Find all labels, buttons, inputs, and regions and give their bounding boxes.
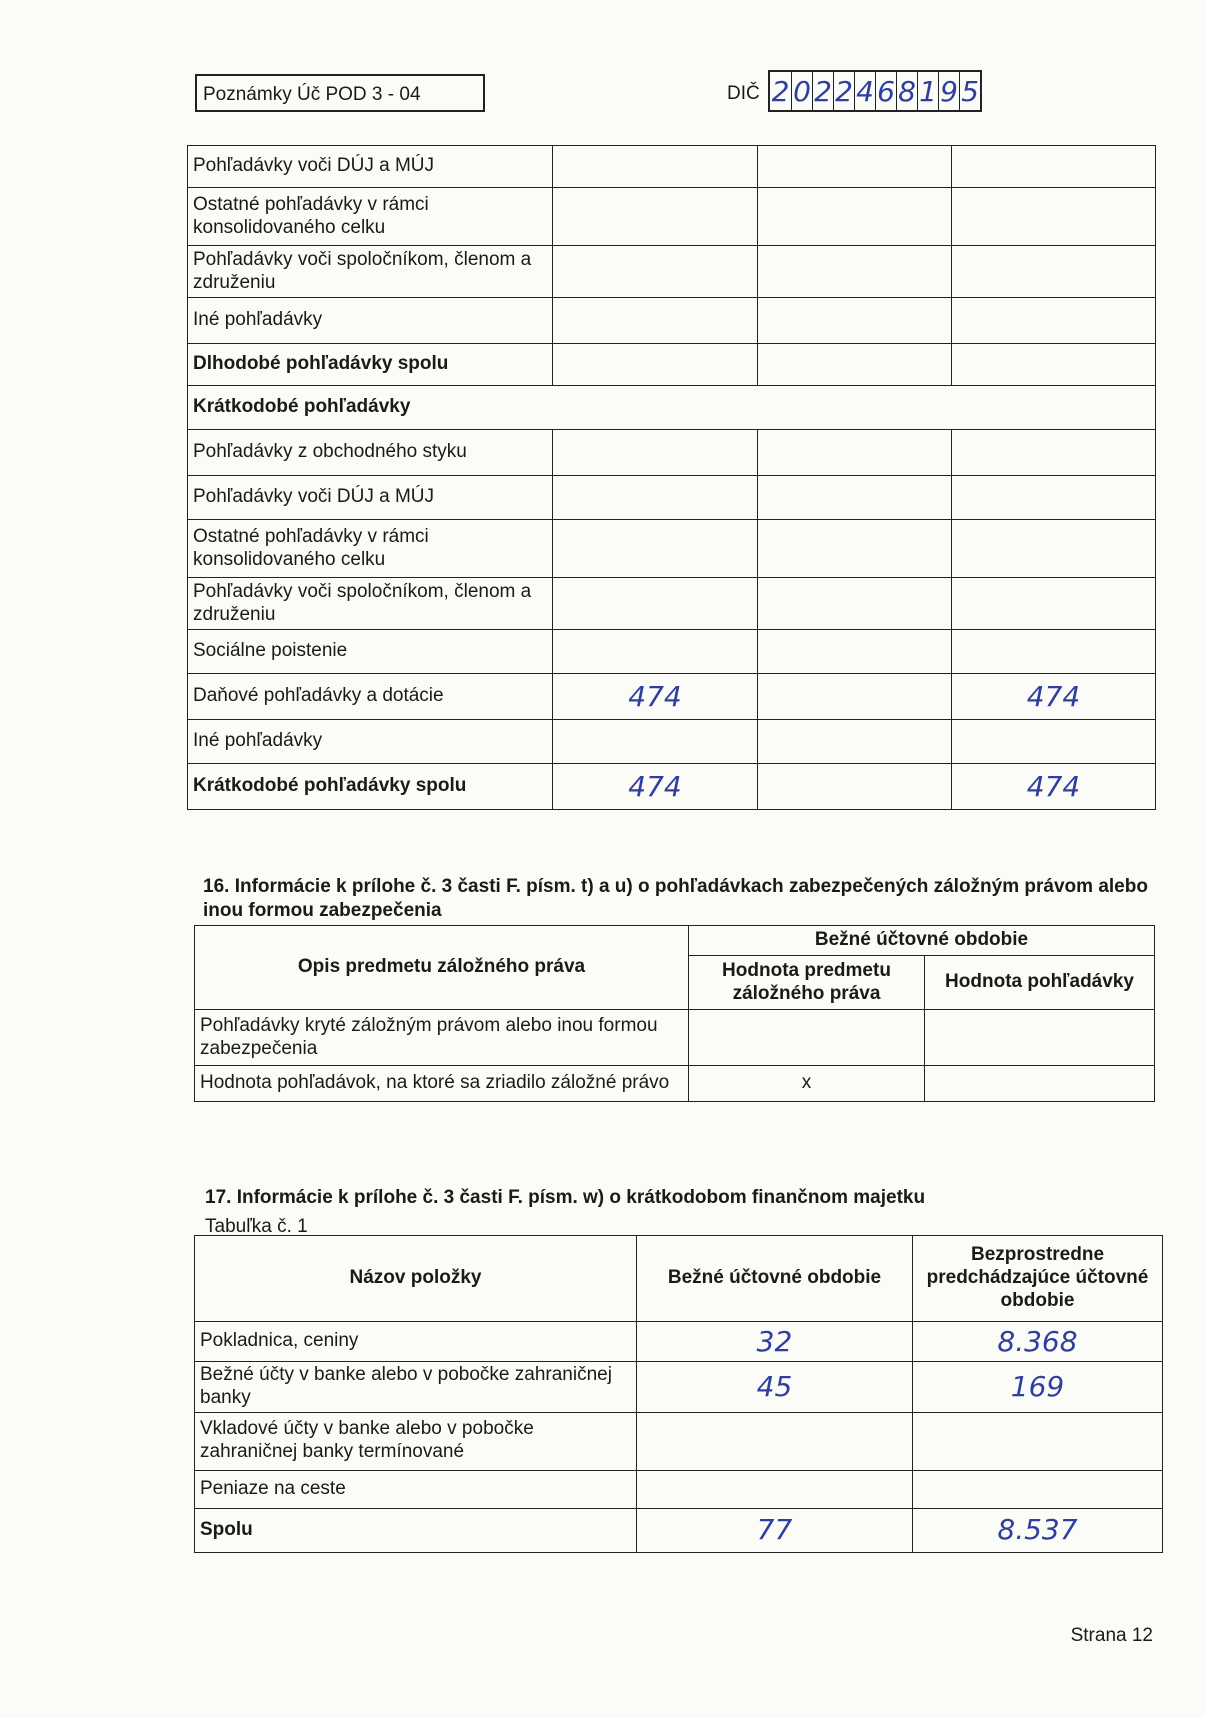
row-value	[758, 430, 952, 476]
row-value	[952, 476, 1156, 520]
row-value	[758, 578, 952, 630]
dic-digit: 8	[896, 72, 917, 110]
row-label: Krátkodobé pohľadávky	[188, 386, 553, 430]
col-desc-header: Opis predmetu záložného práva	[195, 926, 689, 1010]
row-label: Pokladnica, ceniny	[195, 1322, 637, 1362]
dic-digit: 2	[771, 75, 790, 108]
pledge-row-value	[925, 1010, 1155, 1066]
row-value	[758, 298, 952, 344]
row-value	[553, 298, 758, 344]
row-value	[553, 520, 758, 578]
row-value	[553, 430, 758, 476]
row-value	[952, 720, 1156, 764]
row-value	[553, 476, 758, 520]
col-name-header: Názov položky	[195, 1236, 637, 1322]
col-current-header: Bežné účtovné obdobie	[637, 1236, 913, 1322]
row-value: 474	[952, 674, 1156, 720]
table-row	[188, 386, 1156, 430]
row-label: Daňové pohľadávky a dotácie	[188, 674, 553, 720]
table-row	[195, 1412, 1163, 1470]
col-group-header: Bežné účtovné obdobie	[689, 926, 1155, 956]
table-row	[188, 520, 1156, 578]
row-value	[758, 146, 952, 188]
row-value: 474	[952, 764, 1156, 810]
row-value	[553, 720, 758, 764]
row-value	[758, 344, 952, 386]
row-value	[758, 246, 952, 298]
row-value	[553, 630, 758, 674]
row-value: 474	[553, 674, 758, 720]
row-value	[758, 476, 952, 520]
row-value	[758, 764, 952, 810]
row-label: Spolu	[195, 1508, 637, 1552]
receivables-table	[187, 145, 1156, 810]
row-value	[553, 246, 758, 298]
pledge-row-label: Hodnota pohľadávok, na ktoré sa zriadilo záložné právo	[195, 1066, 689, 1102]
row-value	[952, 188, 1156, 246]
section-17-title: 17. Informácie k prílohe č. 3 časti F. písm. w) o krátkodobom finančnom majetku	[205, 1187, 926, 1208]
row-value-previous: 8.537	[913, 1508, 1163, 1552]
row-label: Vkladové účty v banke alebo v pobočke zahraničnej banky termínované	[195, 1412, 637, 1470]
row-value-previous: 8.368	[913, 1322, 1163, 1362]
table-row	[188, 674, 1156, 720]
pledge-row-label: Pohľadávky kryté záložným právom alebo inou formou zabezpečenia	[195, 1010, 689, 1066]
dic-digit: 5	[959, 72, 980, 110]
dic-digit: 2	[833, 72, 854, 110]
row-label: Bežné účty v banke alebo v pobočke zahraničnej banky	[195, 1362, 637, 1413]
row-value	[952, 520, 1156, 578]
col-value-receivables-header: Hodnota pohľadávky	[925, 956, 1155, 1010]
table-row	[188, 578, 1156, 630]
section-16-title: 16. Informácie k prílohe č. 3 časti F. písm. t) a u) o pohľadávkach zabezpečených záložným právom alebo inou formou zabezpečenia	[203, 876, 1148, 921]
row-label: Sociálne poistenie	[188, 630, 553, 674]
row-value	[758, 674, 952, 720]
col-value-subject-header: Hodnota predmetu záložného práva	[689, 956, 925, 1010]
table-row	[188, 298, 1156, 344]
row-value-previous: 169	[913, 1362, 1163, 1413]
row-value-current: 77	[637, 1508, 913, 1552]
dic-digit: 2	[812, 72, 833, 110]
financial-assets-table	[194, 1235, 1163, 1553]
col-previous-header: Bezprostredne predchádzajúce účtovné obdobie	[913, 1236, 1163, 1322]
table-row	[188, 246, 1156, 298]
row-value	[952, 246, 1156, 298]
row-value-previous	[913, 1470, 1163, 1508]
dic-digit: 0	[791, 72, 812, 110]
dic-digit: 9	[938, 72, 959, 110]
table-row	[188, 720, 1156, 764]
row-value	[758, 720, 952, 764]
row-label: Krátkodobé pohľadávky spolu	[188, 764, 553, 810]
form-label-box	[195, 74, 485, 112]
row-value	[952, 146, 1156, 188]
row-value	[952, 298, 1156, 344]
row-label: Iné pohľadávky	[188, 298, 553, 344]
dic-label: DIČ	[727, 83, 760, 104]
row-label: Pohľadávky voči spoločníkom, členom a združeniu	[188, 246, 553, 298]
dic-field	[768, 70, 982, 112]
row-value-current	[637, 1470, 913, 1508]
pledge-row-value	[689, 1010, 925, 1066]
dic-digit: 1	[917, 72, 938, 110]
row-value	[952, 344, 1156, 386]
row-value: 474	[553, 764, 758, 810]
row-value	[553, 188, 758, 246]
page-number: Strana 12	[1070, 1625, 1153, 1646]
table-row	[188, 764, 1156, 810]
pledge-table	[194, 925, 1155, 1102]
row-value	[758, 520, 952, 578]
dic-digit: 6	[875, 72, 896, 110]
row-value	[952, 578, 1156, 630]
table-row	[195, 1362, 1163, 1413]
row-label: Pohľadávky voči spoločníkom, členom a združeniu	[188, 578, 553, 630]
row-label: Pohľadávky voči DÚJ a MÚJ	[188, 146, 553, 188]
table-row	[195, 1470, 1163, 1508]
table-row	[188, 344, 1156, 386]
row-value-current: 45	[637, 1362, 913, 1413]
section-17-subtitle: Tabuľka č. 1	[205, 1216, 308, 1237]
table-row	[188, 430, 1156, 476]
row-value	[952, 430, 1156, 476]
table-row	[188, 630, 1156, 674]
row-label: Dlhodobé pohľadávky spolu	[188, 344, 553, 386]
pledge-row-value	[925, 1066, 1155, 1102]
row-value	[553, 344, 758, 386]
row-label: Ostatné pohľadávky v rámci konsolidovaného celku	[188, 188, 553, 246]
row-value	[758, 188, 952, 246]
row-value-current	[637, 1412, 913, 1470]
form-label: Poznámky Úč POD 3 - 04	[203, 84, 421, 105]
row-value	[758, 630, 952, 674]
pledge-row-value: x	[689, 1066, 925, 1102]
section-filler	[553, 386, 1156, 430]
row-label: Peniaze na ceste	[195, 1470, 637, 1508]
table-row	[188, 188, 1156, 246]
table-row	[188, 476, 1156, 520]
table-row	[195, 1322, 1163, 1362]
row-label: Ostatné pohľadávky v rámci konsolidovaného celku	[188, 520, 553, 578]
row-label: Pohľadávky z obchodného styku	[188, 430, 553, 476]
table-row	[195, 1508, 1163, 1552]
row-value	[553, 146, 758, 188]
row-value	[952, 630, 1156, 674]
dic-digit: 4	[854, 72, 875, 110]
row-value-current: 32	[637, 1322, 913, 1362]
table-row	[188, 146, 1156, 188]
row-label: Pohľadávky voči DÚJ a MÚJ	[188, 476, 553, 520]
row-label: Iné pohľadávky	[188, 720, 553, 764]
row-value	[553, 578, 758, 630]
row-value-previous	[913, 1412, 1163, 1470]
